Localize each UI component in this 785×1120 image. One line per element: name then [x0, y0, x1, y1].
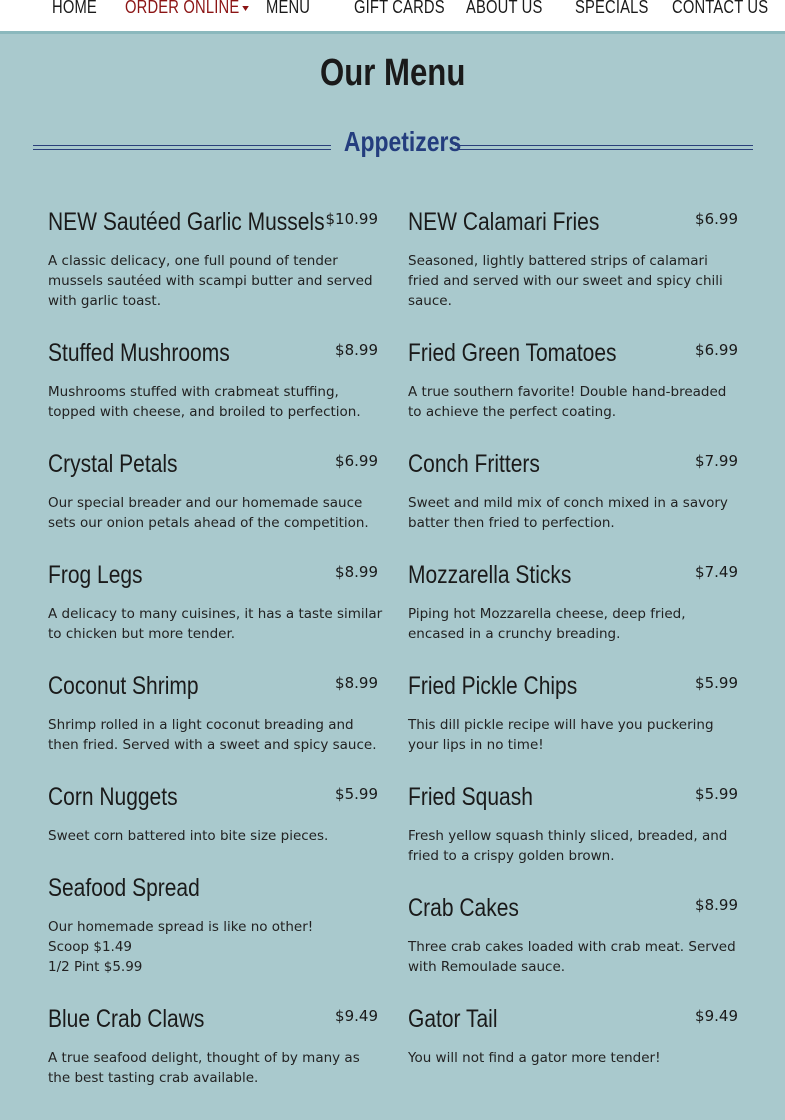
- divider-left: [33, 145, 331, 150]
- item-price: $5.99: [335, 785, 378, 803]
- nav-menu[interactable]: MENU: [266, 0, 311, 17]
- item-description-line: with Remoulade sauce.: [408, 959, 566, 975]
- top-navigation: [0, 0, 785, 34]
- item-description-line: Our homemade spread is like no other!: [48, 919, 314, 935]
- menu-item: [408, 208, 738, 309]
- item-description-line: Piping hot Mozzarella cheese, deep fried,: [408, 606, 686, 622]
- item-price: $10.99: [325, 210, 378, 228]
- item-name: Fried Squash: [408, 783, 533, 811]
- item-description: [48, 715, 378, 755]
- item-description-line: fried to a crispy golden brown.: [408, 848, 615, 864]
- item-description-line: Seasoned, lightly battered strips of calamari: [408, 253, 708, 269]
- item-description: [408, 937, 738, 977]
- menu-item: [408, 1005, 738, 1085]
- menu-item: [48, 874, 378, 975]
- item-description: [48, 251, 378, 311]
- page-title-text: Our Menu: [319, 52, 466, 94]
- item-name: NEW Sautéed Garlic Mussels: [48, 208, 325, 236]
- item-price: $8.99: [335, 563, 378, 581]
- nav-home[interactable]: HOME: [52, 0, 97, 17]
- menu-item: [408, 561, 738, 641]
- page-title: [0, 52, 785, 95]
- item-description: [48, 917, 378, 977]
- item-price: $7.49: [695, 563, 738, 581]
- item-description-line: Sweet corn battered into bite size pieces.: [48, 828, 329, 844]
- item-description-line: topped with cheese, and broiled to perfection.: [48, 404, 361, 420]
- item-description-line: mussels sautéed with scampi butter and served: [48, 273, 373, 289]
- nav-contact-us[interactable]: CONTACT US: [672, 0, 769, 17]
- item-name: Corn Nuggets: [48, 783, 178, 811]
- item-name: Fried Green Tomatoes: [408, 339, 617, 367]
- item-description: [408, 251, 738, 311]
- item-price: $8.99: [335, 341, 378, 359]
- item-name: Frog Legs: [48, 561, 143, 589]
- menu-item: [48, 672, 378, 752]
- item-description: [408, 1048, 738, 1068]
- item-name: Blue Crab Claws: [48, 1005, 205, 1033]
- item-description-line: A classic delicacy, one full pound of tender: [48, 253, 338, 269]
- item-description: [408, 715, 738, 755]
- item-description-line: Fresh yellow squash thinly sliced, breaded, and: [408, 828, 728, 844]
- item-description-line: sets our onion petals ahead of the competition.: [48, 515, 369, 531]
- menu-item: [48, 1005, 378, 1085]
- item-description-line: Shrimp rolled in a light coconut breading and: [48, 717, 354, 733]
- chevron-down-icon: [243, 6, 250, 11]
- item-description-line: fried and served with our sweet and spicy chili: [408, 273, 723, 289]
- item-name: Stuffed Mushrooms: [48, 339, 230, 367]
- item-description-line: You will not find a gator more tender!: [408, 1050, 661, 1066]
- item-description-line: A delicacy to many cuisines, it has a taste similar: [48, 606, 383, 622]
- item-description-line: A true seafood delight, thought of by many as: [48, 1050, 360, 1066]
- item-price: $8.99: [695, 896, 738, 914]
- item-description-line: encased in a crunchy breading.: [408, 626, 621, 642]
- menu-item: [48, 339, 378, 419]
- item-description-line: This dill pickle recipe will have you puckering: [408, 717, 714, 733]
- item-name: Conch Fritters: [408, 450, 540, 478]
- item-description-line: to chicken but more tender.: [48, 626, 236, 642]
- menu-item: [48, 561, 383, 642]
- menu-item: [408, 339, 738, 419]
- section-title: [331, 126, 462, 158]
- item-description: [48, 826, 378, 846]
- item-description-line: Three crab cakes loaded with crab meat. Served: [408, 939, 736, 955]
- item-description-line: Sweet and mild mix of conch mixed in a savory: [408, 495, 728, 511]
- item-price: $5.99: [695, 785, 738, 803]
- item-price: $6.99: [695, 210, 738, 228]
- item-description-line: the best tasting crab available.: [48, 1070, 259, 1086]
- item-price: $6.99: [335, 452, 378, 470]
- item-description: [48, 382, 378, 422]
- item-description: [408, 382, 738, 422]
- item-name: NEW Calamari Fries: [408, 208, 600, 236]
- item-name: Gator Tail: [408, 1005, 498, 1033]
- item-description-line: sauce.: [408, 293, 452, 309]
- item-description-line: Scoop $1.49: [48, 939, 133, 955]
- item-description: [408, 493, 738, 533]
- item-name: Crystal Petals: [48, 450, 178, 478]
- item-description-line: Mushrooms stuffed with crabmeat stuffing,: [48, 384, 339, 400]
- item-price: $8.99: [335, 674, 378, 692]
- item-description: [48, 604, 383, 644]
- item-name: Fried Pickle Chips: [408, 672, 578, 700]
- item-name: Coconut Shrimp: [48, 672, 199, 700]
- menu-item: [408, 672, 738, 752]
- nav-about-us[interactable]: ABOUT US: [466, 0, 543, 17]
- nav-specials[interactable]: SPECIALS: [575, 0, 649, 17]
- menu-item: [48, 450, 378, 530]
- item-description-line: with garlic toast.: [48, 293, 161, 309]
- item-description-line: Our special breader and our homemade sauce: [48, 495, 363, 511]
- item-description-line: A true southern favorite! Double hand-breaded: [408, 384, 727, 400]
- item-description: [408, 604, 738, 644]
- item-price: $6.99: [695, 341, 738, 359]
- menu-item: [408, 894, 738, 974]
- item-description-line: to achieve the perfect coating.: [408, 404, 617, 420]
- nav-gift-cards[interactable]: GIFT CARDS: [354, 0, 445, 17]
- menu-item: [408, 783, 738, 863]
- item-price: $5.99: [695, 674, 738, 692]
- menu-item: [48, 783, 378, 863]
- menu-item: [408, 450, 738, 530]
- item-name: Mozzarella Sticks: [408, 561, 572, 589]
- item-description: [408, 826, 738, 866]
- menu-item: [48, 208, 378, 309]
- divider-right: [455, 145, 753, 150]
- section-header: [33, 124, 753, 168]
- item-description-line: your lips in no time!: [408, 737, 544, 753]
- item-description: [48, 493, 378, 533]
- nav-order-online-label: ORDER ONLINE: [125, 0, 240, 17]
- item-price: $7.99: [695, 452, 738, 470]
- item-price: $9.49: [335, 1007, 378, 1025]
- item-name: Crab Cakes: [408, 894, 519, 922]
- item-name: Seafood Spread: [48, 874, 200, 902]
- item-description-line: then fried. Served with a sweet and spicy sauce.: [48, 737, 377, 753]
- item-price: $9.49: [695, 1007, 738, 1025]
- item-description-line: batter then fried to perfection.: [408, 515, 615, 531]
- section-title-text: Appetizers: [343, 126, 462, 157]
- item-description: [48, 1048, 378, 1088]
- item-description-line: 1/2 Pint $5.99: [48, 959, 143, 975]
- nav-order-online[interactable]: [125, 0, 249, 18]
